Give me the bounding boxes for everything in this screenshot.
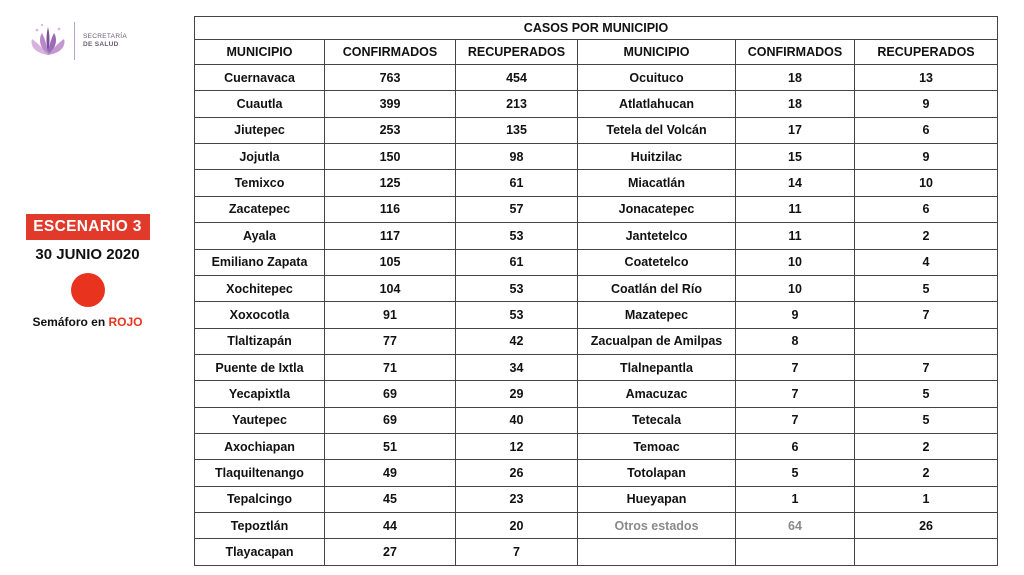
logo-line2: DE SALUD <box>83 41 119 48</box>
left-recovered-cell: 454 <box>456 65 578 91</box>
table-row <box>195 91 998 117</box>
scenario-date: 30 JUNIO 2020 <box>35 246 140 263</box>
left-municipality-cell: Jiutepec <box>195 117 325 143</box>
right-recovered-cell: 2 <box>855 223 998 249</box>
right-municipality-cell: Tetela del Volcán <box>578 117 736 143</box>
right-municipality-cell: Atlatlahucan <box>578 91 736 117</box>
left-confirmed-cell: 399 <box>325 91 456 117</box>
semaforo-color: ROJO <box>108 315 143 329</box>
left-municipality-cell: Emiliano Zapata <box>195 249 325 275</box>
right-municipality-cell: Coatetelco <box>578 249 736 275</box>
left-recovered-cell: 29 <box>456 381 578 407</box>
right-municipality-cell: Coatlán del Río <box>578 275 736 301</box>
left-confirmed-cell: 116 <box>325 196 456 222</box>
left-recovered-cell: 34 <box>456 354 578 380</box>
left-confirmed-cell: 69 <box>325 407 456 433</box>
left-municipality-cell: Puente de Ixtla <box>195 354 325 380</box>
left-recovered-cell: 26 <box>456 460 578 486</box>
left-recovered-cell: 23 <box>456 486 578 512</box>
right-municipality-cell: Totolapan <box>578 460 736 486</box>
left-municipality-cell: Zacatepec <box>195 196 325 222</box>
right-confirmed-cell: 11 <box>736 196 855 222</box>
table-row <box>195 513 998 539</box>
right-recovered-cell: 5 <box>855 407 998 433</box>
left-confirmed-cell: 45 <box>325 486 456 512</box>
left-confirmed-cell: 105 <box>325 249 456 275</box>
left-confirmed-cell: 150 <box>325 144 456 170</box>
table-row <box>195 539 998 566</box>
right-recovered-cell: 2 <box>855 434 998 460</box>
right-confirmed-cell: 7 <box>736 354 855 380</box>
secretaria-de-salud-logo <box>28 16 178 66</box>
right-confirmed-cell <box>736 539 855 566</box>
left-recovered-cell: 57 <box>456 196 578 222</box>
right-confirmed-cell: 5 <box>736 460 855 486</box>
table-row <box>195 117 998 143</box>
right-recovered-cell: 6 <box>855 117 998 143</box>
left-recovered-cell: 12 <box>456 434 578 460</box>
semaforo-prefix: Semáforo en <box>32 315 106 329</box>
left-recovered-cell: 135 <box>456 117 578 143</box>
table-row <box>195 223 998 249</box>
column-header: MUNICIPIO <box>578 40 736 65</box>
scenario-badge: ESCENARIO 3 <box>26 214 150 240</box>
left-municipality-cell: Temixco <box>195 170 325 196</box>
left-municipality-cell: Xoxocotla <box>195 302 325 328</box>
table-row <box>195 275 998 301</box>
left-confirmed-cell: 49 <box>325 460 456 486</box>
right-confirmed-cell: 18 <box>736 91 855 117</box>
table-row <box>195 328 998 354</box>
right-confirmed-cell: 7 <box>736 407 855 433</box>
right-confirmed-cell: 8 <box>736 328 855 354</box>
left-recovered-cell: 213 <box>456 91 578 117</box>
right-municipality-cell: Tlalnepantla <box>578 354 736 380</box>
right-recovered-cell: 9 <box>855 144 998 170</box>
right-municipality-cell: Jonacatepec <box>578 196 736 222</box>
table-row <box>195 196 998 222</box>
left-recovered-cell: 53 <box>456 275 578 301</box>
right-confirmed-cell: 11 <box>736 223 855 249</box>
left-confirmed-cell: 77 <box>325 328 456 354</box>
right-municipality-cell: Temoac <box>578 434 736 460</box>
right-municipality-cell: Amacuzac <box>578 381 736 407</box>
left-municipality-cell: Tlaltizapán <box>195 328 325 354</box>
left-confirmed-cell: 91 <box>325 302 456 328</box>
logo-line1: SECRETARÍA <box>83 33 128 40</box>
semaforo-status <box>25 315 150 329</box>
left-confirmed-cell: 44 <box>325 513 456 539</box>
right-confirmed-cell: 64 <box>736 513 855 539</box>
table-row <box>195 381 998 407</box>
right-recovered-cell: 7 <box>855 354 998 380</box>
right-municipality-cell: Ocuituco <box>578 65 736 91</box>
left-confirmed-cell: 104 <box>325 275 456 301</box>
table-row <box>195 302 998 328</box>
right-confirmed-cell: 15 <box>736 144 855 170</box>
table-row <box>195 407 998 433</box>
left-municipality-cell: Cuernavaca <box>195 65 325 91</box>
table-title: CASOS POR MUNICIPIO <box>195 17 998 40</box>
right-confirmed-cell: 9 <box>736 302 855 328</box>
right-confirmed-cell: 17 <box>736 117 855 143</box>
right-recovered-cell: 5 <box>855 275 998 301</box>
right-recovered-cell <box>855 328 998 354</box>
traffic-light-red-dot <box>71 273 105 307</box>
left-municipality-cell: Ayala <box>195 223 325 249</box>
left-recovered-cell: 61 <box>456 170 578 196</box>
column-header: CONFIRMADOS <box>736 40 855 65</box>
left-municipality-cell: Xochitepec <box>195 275 325 301</box>
right-recovered-cell: 1 <box>855 486 998 512</box>
right-municipality-cell: Mazatepec <box>578 302 736 328</box>
left-recovered-cell: 53 <box>456 223 578 249</box>
right-municipality-cell: Hueyapan <box>578 486 736 512</box>
right-confirmed-cell: 7 <box>736 381 855 407</box>
left-municipality-cell: Tepoztlán <box>195 513 325 539</box>
right-recovered-cell: 9 <box>855 91 998 117</box>
table-row <box>195 434 998 460</box>
left-confirmed-cell: 51 <box>325 434 456 460</box>
left-confirmed-cell: 117 <box>325 223 456 249</box>
right-municipality-cell: Jantetelco <box>578 223 736 249</box>
lotus-emblem-icon <box>28 21 68 61</box>
left-municipality-cell: Yautepec <box>195 407 325 433</box>
table-body <box>195 65 998 566</box>
right-recovered-cell: 2 <box>855 460 998 486</box>
right-recovered-cell <box>855 539 998 566</box>
right-recovered-cell: 4 <box>855 249 998 275</box>
left-confirmed-cell: 69 <box>325 381 456 407</box>
table-row <box>195 170 998 196</box>
right-confirmed-cell: 18 <box>736 65 855 91</box>
column-header: RECUPERADOS <box>855 40 998 65</box>
right-confirmed-cell: 14 <box>736 170 855 196</box>
right-confirmed-cell: 10 <box>736 249 855 275</box>
left-municipality-cell: Tlaquiltenango <box>195 460 325 486</box>
left-recovered-cell: 20 <box>456 513 578 539</box>
right-recovered-cell: 10 <box>855 170 998 196</box>
left-municipality-cell: Tlayacapan <box>195 539 325 566</box>
logo-divider <box>74 22 75 60</box>
left-confirmed-cell: 763 <box>325 65 456 91</box>
logo-text <box>83 33 127 49</box>
left-recovered-cell: 61 <box>456 249 578 275</box>
table-row <box>195 65 998 91</box>
right-recovered-cell: 13 <box>855 65 998 91</box>
left-municipality-cell: Cuautla <box>195 91 325 117</box>
table-row <box>195 354 998 380</box>
left-municipality-cell: Tepalcingo <box>195 486 325 512</box>
left-confirmed-cell: 27 <box>325 539 456 566</box>
table-row <box>195 249 998 275</box>
left-municipality-cell: Jojutla <box>195 144 325 170</box>
right-municipality-cell: Zacualpan de Amilpas <box>578 328 736 354</box>
left-recovered-cell: 40 <box>456 407 578 433</box>
right-municipality-cell: Otros estados <box>578 513 736 539</box>
left-confirmed-cell: 71 <box>325 354 456 380</box>
right-municipality-cell: Miacatlán <box>578 170 736 196</box>
right-municipality-cell: Tetecala <box>578 407 736 433</box>
table-row <box>195 460 998 486</box>
right-recovered-cell: 26 <box>855 513 998 539</box>
column-header: MUNICIPIO <box>195 40 325 65</box>
right-confirmed-cell: 6 <box>736 434 855 460</box>
right-confirmed-cell: 10 <box>736 275 855 301</box>
left-recovered-cell: 7 <box>456 539 578 566</box>
left-municipality-cell: Axochiapan <box>195 434 325 460</box>
column-header: CONFIRMADOS <box>325 40 456 65</box>
right-recovered-cell: 6 <box>855 196 998 222</box>
left-recovered-cell: 98 <box>456 144 578 170</box>
right-municipality-cell: Huitzilac <box>578 144 736 170</box>
table-row <box>195 486 998 512</box>
right-recovered-cell: 5 <box>855 381 998 407</box>
left-confirmed-cell: 253 <box>325 117 456 143</box>
left-recovered-cell: 42 <box>456 328 578 354</box>
column-header: RECUPERADOS <box>456 40 578 65</box>
cases-by-municipality-table <box>194 16 998 566</box>
table-header-row <box>195 40 998 65</box>
left-confirmed-cell: 125 <box>325 170 456 196</box>
right-municipality-cell <box>578 539 736 566</box>
left-municipality-cell: Yecapixtla <box>195 381 325 407</box>
left-recovered-cell: 53 <box>456 302 578 328</box>
table-row <box>195 144 998 170</box>
right-confirmed-cell: 1 <box>736 486 855 512</box>
scenario-panel <box>25 214 150 329</box>
right-recovered-cell: 7 <box>855 302 998 328</box>
